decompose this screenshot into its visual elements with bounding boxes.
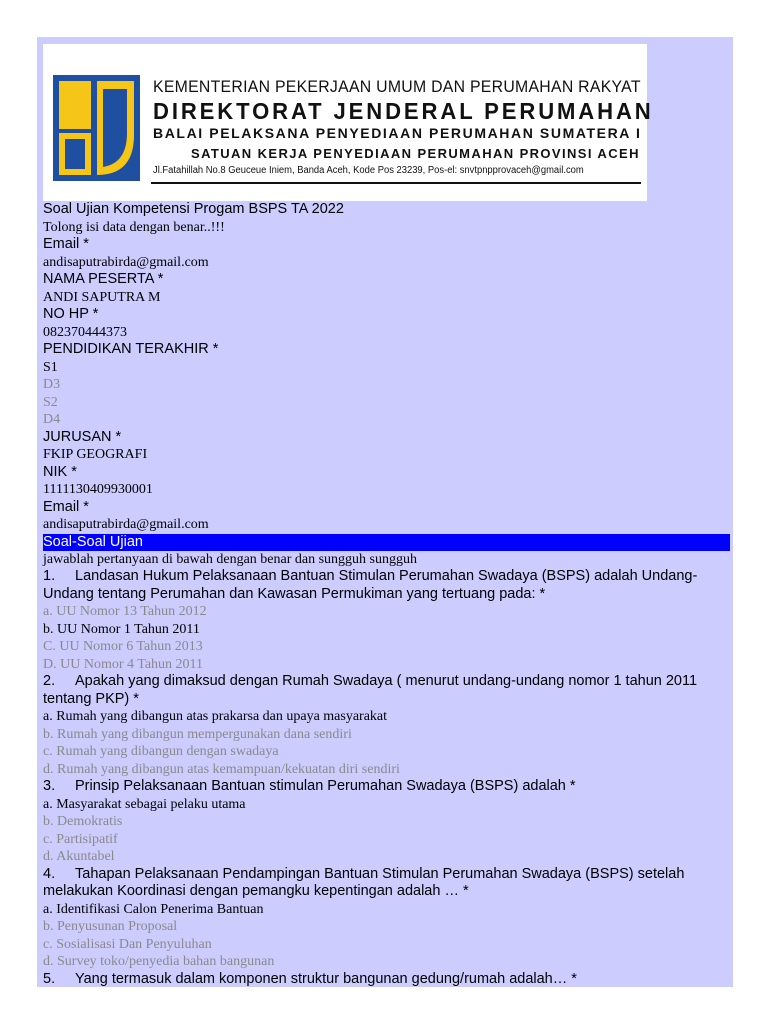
education-option: D4 <box>43 412 61 427</box>
answer-option: d. Survey toko/penyedia bahan bangunan <box>43 954 275 969</box>
question-4 <box>43 866 727 901</box>
question-text: Apakah yang dimaksud dengan Rumah Swadaya ( menurut undang-undang nomor 1 tahun 2011 tentang PKP) * <box>43 673 698 707</box>
question-2 <box>43 673 727 708</box>
question-text: Tahapan Pelaksanaan Pendampingan Bantuan Stimulan Perumahan Swadaya (BSPS) setelah melakukan Koordinasi dengan pemangku kepentingan adalah … * <box>43 865 685 899</box>
section-header: Soal-Soal Ujian <box>43 534 730 551</box>
question-number: 1. <box>43 568 56 584</box>
form-content <box>43 201 727 988</box>
letterhead-banner <box>43 44 654 201</box>
pupr-logo-icon <box>53 75 140 181</box>
question-number: 3. <box>43 778 56 794</box>
form-instruction: Tolong isi data dengan benar..!!! <box>43 219 225 235</box>
major-value: FKIP GEOGRAFI <box>43 447 148 462</box>
phone-value: 082370444373 <box>43 324 127 340</box>
question-number: 2. <box>43 673 56 689</box>
major-label: JURUSAN * <box>43 428 122 445</box>
answer-option: b. Demokratis <box>43 814 123 829</box>
answer-option: d. Rumah yang dibangun atas kemampuan/kekuatan diri sendiri <box>43 761 400 777</box>
answer-option: d. Akuntabel <box>43 849 115 864</box>
question-text: Landasan Hukum Pelaksanaan Bantuan Stimulan Perumahan Swadaya (BSPS) adalah Undang-Undang tentang Perumahan dan Kawasan Permukiman yang tertuang pada: * <box>43 568 698 602</box>
education-label: PENDIDIKAN TERAKHIR * <box>43 341 219 357</box>
question-number: 4. <box>43 865 56 882</box>
email2-label: Email * <box>43 498 89 515</box>
answer-option-selected: a. Identifikasi Calon Penerima Bantuan <box>43 901 264 917</box>
question-number: 5. <box>43 970 56 987</box>
answer-option: c. Sosialisasi Dan Penyuluhan <box>43 936 212 952</box>
education-option: D3 <box>43 377 61 392</box>
answer-option: c. Rumah yang dibangun dengan swadaya <box>43 744 279 759</box>
email-value: andisaputrabirda@gmail.com <box>43 254 209 270</box>
phone-label: NO HP * <box>43 306 99 322</box>
education-option: S2 <box>43 394 58 410</box>
header-divider <box>151 182 641 184</box>
question-3 <box>43 778 727 796</box>
header-satker: SATUAN KERJA PENYEDIAAN PERUMAHAN PROVINSI ACEH <box>191 146 640 161</box>
nik-value: 1111130409930001 <box>43 482 153 497</box>
email-label: Email * <box>43 236 89 252</box>
name-label: NAMA PESERTA * <box>43 271 164 287</box>
email2-value: andisaputrabirda@gmail.com <box>43 517 209 532</box>
answer-option: D. UU Nomor 4 Tahun 2011 <box>43 656 204 672</box>
question-text: Yang termasuk dalam komponen struktur bangunan gedung/rumah adalah… * <box>75 970 577 987</box>
question-5 <box>43 971 727 989</box>
exam-instruction: jawablah pertanyaan di bawah dengan benar dan sungguh sungguh <box>43 551 417 567</box>
nik-label: NIK * <box>43 463 77 480</box>
answer-option: C. UU Nomor 6 Tahun 2013 <box>43 639 203 654</box>
answer-option: a. UU Nomor 13 Tahun 2012 <box>43 604 207 619</box>
answer-option-selected: a. Rumah yang dibangun atas prakarsa dan upaya masyarakat <box>43 709 388 724</box>
header-directorate: DIREKTORAT JENDERAL PERUMAHAN <box>153 98 654 124</box>
answer-option: c. Partisipatif <box>43 831 118 847</box>
name-value: ANDI SAPUTRA M <box>43 289 161 305</box>
header-address: Jl.Fatahillah No.8 Geuceue Iniem, Banda Aceh, Kode Pos 23239, Pos-el: snvtpnpprovaceh@gmail.com <box>153 165 584 176</box>
document-page <box>37 37 733 987</box>
answer-option: b. Rumah yang dibangun mempergunakan dana sendiri <box>43 726 352 742</box>
question-text: Prinsip Pelaksanaan Bantuan stimulan Perumahan Swadaya (BSPS) adalah * <box>75 778 576 794</box>
header-balai: BALAI PELAKSANA PENYEDIAAN PERUMAHAN SUMATERA I <box>153 125 642 141</box>
answer-option-selected: a. Masyarakat sebagai pelaku utama <box>43 796 246 812</box>
question-1 <box>43 568 727 603</box>
form-title: Soal Ujian Kompetensi Progam BSPS TA 2022 <box>43 201 344 217</box>
header-ministry: KEMENTERIAN PEKERJAAN UMUM DAN PERUMAHAN RAKYAT <box>153 77 641 96</box>
answer-option-selected: b. UU Nomor 1 Tahun 2011 <box>43 621 200 637</box>
answer-option: b. Penyusunan Proposal <box>43 919 178 934</box>
education-option-selected: S1 <box>43 359 58 375</box>
